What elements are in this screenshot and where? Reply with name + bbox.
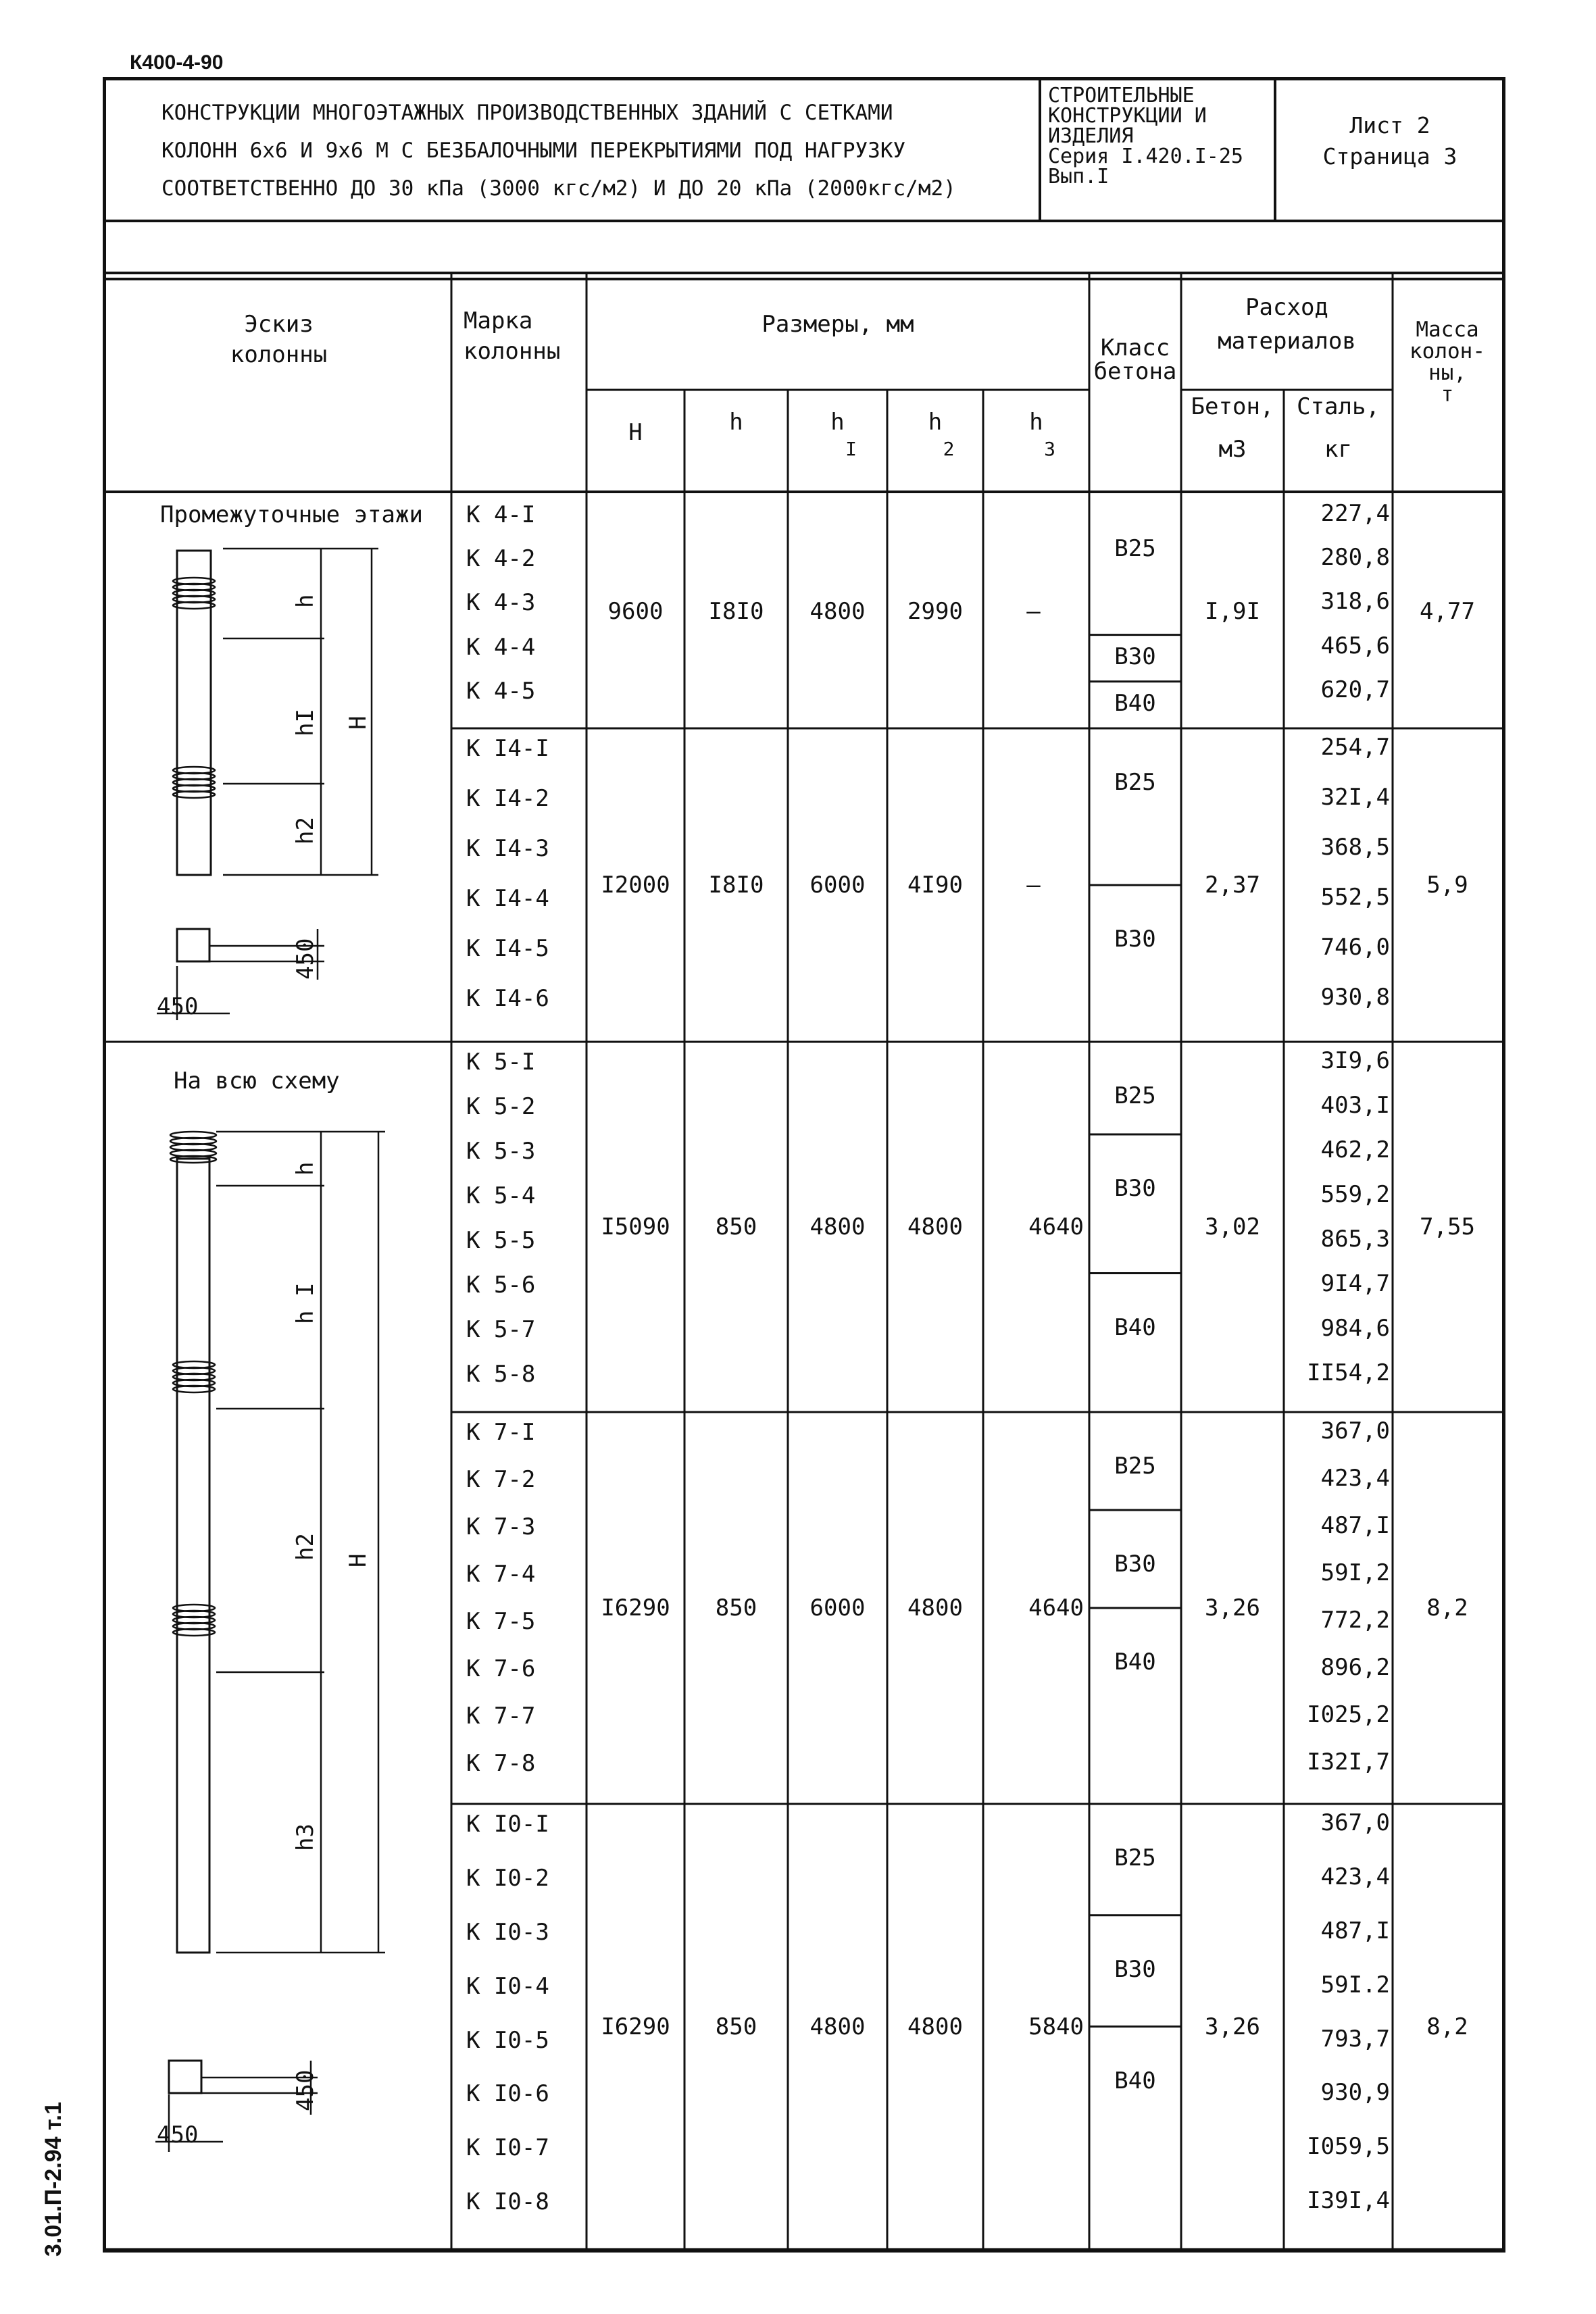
column-mark: К 4-2 (466, 545, 536, 573)
header-mark: колонны (464, 338, 561, 365)
column-mark: К 5-4 (466, 1182, 536, 1209)
concrete-class: В30 (1114, 1955, 1156, 1983)
column-mark: К 7-5 (466, 1608, 536, 1635)
column-mark: К 7-6 (466, 1655, 536, 1682)
dim-label-h3: h3 (292, 1823, 319, 1851)
column-mark: К 7-3 (466, 1513, 536, 1540)
header-h2: h (928, 409, 943, 436)
steel-value: 793,7 (1320, 2025, 1390, 2053)
size-h: 850 (715, 2013, 757, 2040)
steel-value: 3I9,6 (1320, 1047, 1390, 1074)
header-mark: Марка (464, 307, 533, 334)
column-mark: К 4-5 (466, 677, 536, 705)
dim-label-h: h (292, 594, 319, 608)
page-number: Страница 3 (1322, 143, 1457, 170)
steel-value: 772,2 (1320, 1607, 1390, 1634)
column-mark: К 5-2 (466, 1093, 536, 1120)
sketch-label-intermediate: Промежуточные этажи (160, 501, 423, 528)
steel-value: II54,2 (1307, 1359, 1390, 1386)
steel-value: 746,0 (1320, 934, 1390, 961)
steel-value: 280,8 (1320, 544, 1390, 572)
size-H: I6290 (601, 1594, 670, 1621)
concrete-volume: 3,26 (1205, 2013, 1260, 2040)
concrete-volume: I,9I (1205, 598, 1260, 625)
header-mass: ны, (1428, 361, 1466, 385)
size-H: 9600 (607, 598, 664, 625)
concrete-class: В30 (1114, 1551, 1156, 1578)
concrete-class: В40 (1114, 1313, 1156, 1341)
header-steel: Сталь, (1297, 393, 1380, 420)
column-mark: К 5-6 (466, 1272, 536, 1299)
series-line: Серия I.420.I-25 (1048, 145, 1243, 168)
column-mark: К 4-4 (466, 633, 536, 661)
column-mark: К 7-4 (466, 1561, 536, 1588)
column-mark: К 7-2 (466, 1466, 536, 1493)
size-H: I6290 (601, 2013, 670, 2040)
cross-section-sketch (169, 2061, 201, 2093)
steel-value: I32I,7 (1307, 1749, 1390, 1776)
concrete-class: В30 (1114, 643, 1156, 670)
steel-value: 487,I (1320, 1512, 1390, 1539)
series-line: КОНСТРУКЦИИ И (1048, 104, 1207, 128)
concrete-class: В25 (1114, 769, 1156, 796)
steel-value: 620,7 (1320, 676, 1390, 703)
size-h3: – (1026, 872, 1041, 899)
dim-label-section: 450 (157, 2121, 199, 2148)
steel-value: 32I,4 (1320, 784, 1390, 811)
column-mark: К I0-5 (466, 2026, 549, 2054)
column-mark: К 4-I (466, 501, 536, 528)
column-mass: 7,55 (1420, 1213, 1475, 1240)
steel-value: 367,0 (1320, 1417, 1390, 1444)
series-line: ИЗДЕЛИЯ (1048, 124, 1134, 148)
dim-label-h2: h2 (292, 1533, 319, 1561)
header-h3-sub: 3 (1044, 438, 1055, 460)
concrete-class: В40 (1114, 2067, 1156, 2094)
header-materials: материалов (1218, 328, 1356, 355)
steel-value: 930,9 (1320, 2079, 1390, 2107)
steel-value: I39I,4 (1307, 2187, 1390, 2215)
header-steel: кг (1324, 436, 1352, 463)
column-mass: 8,2 (1426, 1594, 1468, 1621)
dim-label-h1: h I (292, 1282, 319, 1324)
header-materials: Расход (1245, 294, 1328, 321)
header-sizes: Размеры, мм (762, 311, 914, 338)
column-mark: К I0-2 (466, 1864, 549, 1892)
column-sketch-full (177, 1159, 209, 1953)
steel-value: 367,0 (1320, 1809, 1390, 1836)
dim-label-section: 450 (292, 2069, 319, 2111)
size-h3: 5840 (1028, 2013, 1084, 2040)
column-mark: К I0-7 (466, 2134, 549, 2162)
header-h: h (729, 409, 743, 436)
steel-value: 465,6 (1320, 632, 1390, 659)
column-mark: К 7-I (466, 1419, 536, 1446)
side-archive-code: 3.01.П-2.94 т.1 (41, 2101, 66, 2257)
sheet-number: Лист 2 (1349, 112, 1430, 139)
dim-label-h: h (292, 1161, 319, 1176)
header-H: Н (628, 419, 643, 446)
column-mark: К 7-8 (466, 1750, 536, 1777)
header-h1: h (830, 409, 845, 436)
concrete-class: В40 (1114, 689, 1156, 717)
concrete-class: В25 (1114, 1453, 1156, 1480)
column-mass: 8,2 (1426, 2013, 1468, 2040)
column-mass: 5,9 (1426, 872, 1468, 899)
dim-label-h1: hI (292, 709, 319, 736)
size-h1: 6000 (809, 872, 866, 899)
size-h3: 4640 (1028, 1213, 1084, 1240)
size-h3: – (1026, 598, 1041, 625)
series-line: СТРОИТЕЛЬНЫЕ (1048, 84, 1195, 107)
steel-value: 552,5 (1320, 884, 1390, 911)
concrete-volume: 3,02 (1205, 1213, 1260, 1240)
stamp-title-line: КОЛОНН 6х6 И 9х6 М С БЕЗБАЛОЧНЫМИ ПЕРЕКРЫТИЯМИ ПОД НАГРУЗКУ (161, 139, 906, 163)
dim-label-H: Н (345, 715, 372, 730)
header-h1-sub: I (845, 438, 857, 460)
steel-value: 423,4 (1320, 1863, 1390, 1890)
column-mark: К 5-3 (466, 1138, 536, 1165)
dim-label-section: 450 (292, 938, 319, 980)
steel-value: 227,4 (1320, 500, 1390, 527)
stamp-title-line: СООТВЕТСТВЕННО ДО 30 кПа (3000 кгс/м2) И ДО 20 кПа (2000кгс/м2) (161, 176, 956, 201)
column-mark: К I4-3 (466, 835, 549, 862)
steel-value: 462,2 (1320, 1136, 1390, 1163)
steel-value: 368,5 (1320, 834, 1390, 861)
column-mark: К I4-2 (466, 785, 549, 812)
steel-value: 865,3 (1320, 1226, 1390, 1253)
concrete-class: В30 (1114, 926, 1156, 953)
column-mass: 4,77 (1420, 598, 1475, 625)
dim-label-H: Н (345, 1553, 372, 1567)
size-h: I8I0 (708, 872, 764, 899)
steel-value: I025,2 (1307, 1701, 1390, 1728)
steel-value: 559,2 (1320, 1181, 1390, 1208)
size-h2: 4I90 (907, 872, 963, 899)
steel-value: 487,I (1320, 1917, 1390, 1944)
size-h2: 4800 (907, 1213, 963, 1240)
sketch-label-full: На всю схему (174, 1067, 340, 1095)
column-mark: К I0-3 (466, 1918, 549, 1946)
header-concrete: м3 (1218, 436, 1247, 463)
concrete-class: В25 (1114, 1844, 1156, 1871)
column-mark: К I0-6 (466, 2080, 549, 2108)
steel-value: 59I,2 (1320, 1559, 1390, 1586)
steel-value: I059,5 (1307, 2133, 1390, 2161)
size-h: I8I0 (708, 598, 764, 625)
dim-label-h2: h2 (292, 817, 319, 845)
column-mark: К 7-7 (466, 1703, 536, 1730)
column-mark: К 5-8 (466, 1361, 536, 1388)
series-line: Вып.I (1048, 165, 1109, 188)
document-code: К400-4-90 (130, 51, 224, 74)
column-mark: К I4-I (466, 735, 549, 762)
header-class: бетона (1093, 358, 1177, 385)
steel-value: 984,6 (1320, 1315, 1390, 1342)
size-h1: 4800 (809, 598, 866, 625)
concrete-volume: 3,26 (1205, 1594, 1260, 1621)
size-h2: 4800 (907, 2013, 963, 2040)
size-h1: 6000 (809, 1594, 866, 1621)
dim-label-section: 450 (157, 993, 199, 1020)
header-mass: Масса (1416, 318, 1479, 342)
size-h: 850 (715, 1594, 757, 1621)
concrete-class: В30 (1114, 1175, 1156, 1202)
header-mass: колон- (1410, 339, 1485, 363)
cross-section-sketch (177, 929, 209, 961)
steel-value: 423,4 (1320, 1465, 1390, 1492)
column-mark: К I4-6 (466, 985, 549, 1012)
steel-value: 403,I (1320, 1092, 1390, 1119)
column-mark: К 5-7 (466, 1316, 536, 1343)
size-h2: 4800 (907, 1594, 963, 1621)
column-mark: К I0-4 (466, 1972, 549, 2000)
column-mark: К I0-I (466, 1811, 549, 1838)
header-sketch: колонны (230, 341, 328, 368)
column-mark: К I4-4 (466, 885, 549, 912)
size-h: 850 (715, 1213, 757, 1240)
size-h1: 4800 (809, 1213, 866, 1240)
column-mark: К I4-5 (466, 935, 549, 962)
steel-value: 930,8 (1320, 984, 1390, 1011)
header-class: Класс (1100, 334, 1170, 361)
header-h3: h (1029, 409, 1043, 436)
concrete-class: В25 (1114, 1082, 1156, 1109)
header-concrete: Бетон, (1191, 393, 1274, 420)
header-mass: т (1441, 382, 1454, 407)
steel-value: 254,7 (1320, 734, 1390, 761)
steel-value: 318,6 (1320, 588, 1390, 615)
column-sketch-intermediate (177, 551, 211, 875)
size-h2: 2990 (907, 598, 963, 625)
size-h3: 4640 (1028, 1594, 1084, 1621)
size-h1: 4800 (809, 2013, 866, 2040)
stamp-title-line: КОНСТРУКЦИИ МНОГОЭТАЖНЫХ ПРОИЗВОДСТВЕННЫХ ЗДАНИЙ С СЕТКАМИ (161, 101, 893, 125)
steel-value: 896,2 (1320, 1654, 1390, 1681)
size-H: I5090 (601, 1213, 670, 1240)
concrete-volume: 2,37 (1205, 872, 1260, 899)
header-h2-sub: 2 (943, 438, 955, 460)
column-mark: К 5-5 (466, 1227, 536, 1254)
steel-value: 9I4,7 (1320, 1270, 1390, 1297)
header-sketch: Эскиз (244, 311, 314, 338)
concrete-class: В40 (1114, 1649, 1156, 1676)
size-H: I2000 (601, 872, 670, 899)
column-mark: К 5-I (466, 1049, 536, 1076)
column-mark: К I0-8 (466, 2188, 549, 2216)
steel-value: 59I.2 (1320, 1971, 1390, 1998)
column-mark: К 4-3 (466, 589, 536, 617)
concrete-class: В25 (1114, 535, 1156, 562)
